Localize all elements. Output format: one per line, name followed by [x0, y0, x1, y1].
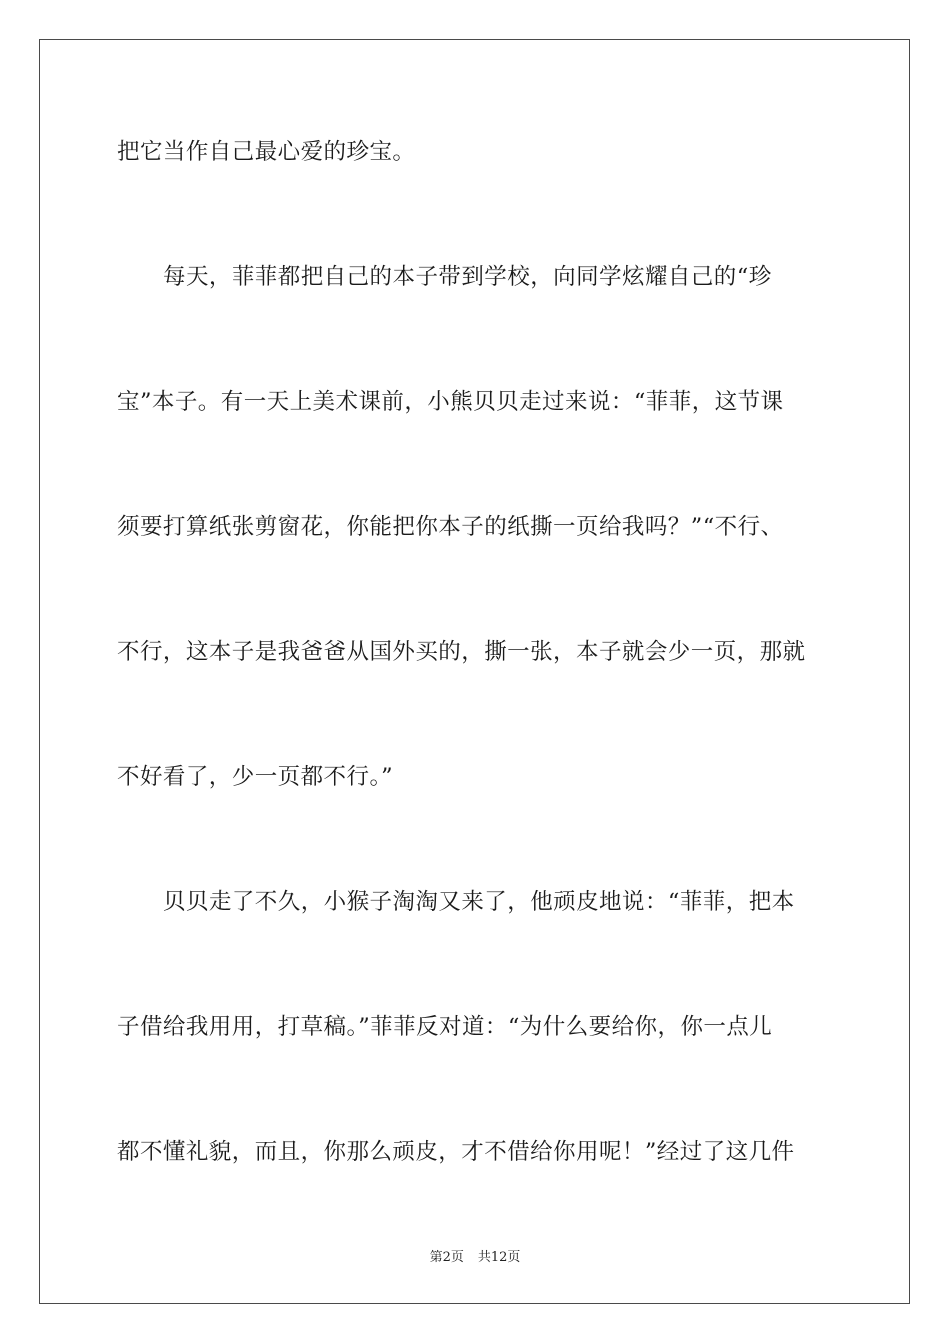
text-line-2: 每天，菲菲都把自己的本子带到学校，向同学炫耀自己的“珍 — [163, 264, 772, 290]
text-line-4: 须要打算纸张剪窗花，你能把你本子的纸撕一页给我吗？”“不行、 — [117, 514, 784, 540]
text-line-9: 都不懂礼貌，而且，你那么顽皮，才不借给你用呢！”经过了这几件 — [117, 1139, 795, 1165]
text-line-7: 贝贝走了不久，小猴子淘淘又来了，他顽皮地说：“菲菲，把本 — [163, 889, 795, 915]
text-line-5: 不行，这本子是我爸爸从国外买的，撕一张，本子就会少一页，那就 — [117, 639, 806, 665]
page-border — [39, 39, 910, 1304]
page-total: 共12页 — [477, 1250, 521, 1265]
text-line-8: 子借给我用用，打草稿。”菲菲反对道：“为什么要给你，你一点儿 — [117, 1014, 773, 1040]
text-line-1: 把它当作自己最心爱的珍宝。 — [117, 139, 416, 165]
text-line-6: 不好看了，少一页都不行。” — [117, 764, 394, 790]
text-line-3: 宝”本子。有一天上美术课前，小熊贝贝走过来说：“菲菲，这节课 — [117, 389, 784, 415]
page-footer — [0, 1250, 950, 1266]
page-number: 第2页 — [429, 1250, 464, 1265]
